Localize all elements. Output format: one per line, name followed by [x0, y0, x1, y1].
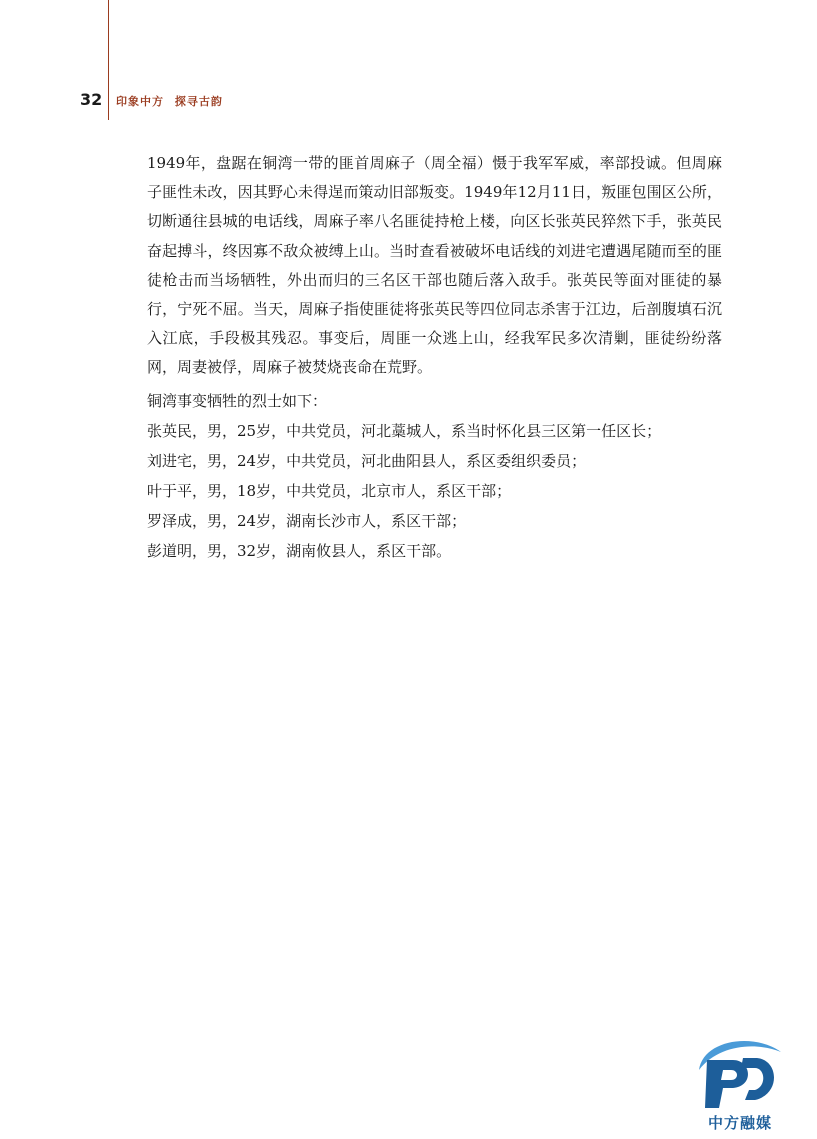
martyr-list — [147, 416, 722, 566]
martyr-item: 彭道明，男，32岁，湖南攸县人，系区干部。 — [147, 541, 452, 560]
logo-mark-icon — [693, 1030, 787, 1114]
running-header — [116, 93, 223, 109]
header-divider-line — [108, 0, 109, 120]
logo-text: 中方融媒 — [707, 1114, 772, 1132]
main-paragraph: 1949年，盘踞在铜湾一带的匪首周麻子（周全福）慑于我军军威，率部投诚。但周麻子匪性未改，因其野心未得逞而策动旧部叛变。1949年12月11日，叛匪包围区公所，切断通往县城的电话线，周麻子率八名匪徒持枪上楼，向区长张英民猝然下手，张英民奋起搏斗，终因寡不敌众被缚上山。当时查看被破坏电话线的刘进宅遭遇尾随而至的匪徒枪击而当场牺牲，外出而归的三名区干部也随后落入敌手。张英民等面对匪徒的暴行，宁死不屈。当天，周麻子指使匪徒将张英民等四位同志杀害于江边，后剖腹填石沉入江底，手段极其残忍。事变后，周匪一众逃上山，经我军民多次清剿，匪徒纷纷落网，周妻被俘，周麻子被焚烧丧命在荒野。 — [147, 154, 722, 377]
martyr-list-intro: 铜湾事变牺牲的烈士如下： — [147, 391, 328, 410]
martyr-item: 罗泽成，男，24岁，湖南长沙市人，系区干部； — [147, 511, 467, 530]
article-body — [147, 149, 722, 566]
martyr-item: 刘进宅，男，24岁，中共党员，河北曲阳县人，系区委组织委员； — [147, 451, 587, 470]
book-title: 印象中方 — [116, 95, 164, 108]
martyr-item: 叶于平，男，18岁，中共党员，北京市人，系区干部； — [147, 481, 512, 500]
page-number: 32 — [80, 90, 103, 109]
section-title: 探寻古韵 — [174, 95, 223, 108]
zhongfang-media-logo — [693, 1030, 787, 1136]
martyr-item: 张英民，男，25岁，中共党员，河北藁城人，系当时怀化县三区第一任区长； — [147, 421, 662, 440]
